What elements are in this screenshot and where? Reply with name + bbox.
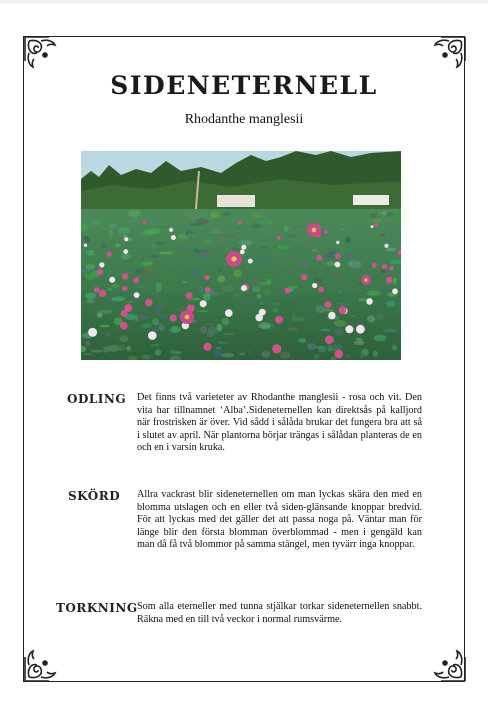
flower-field-photo — [81, 151, 401, 360]
corner-ornament-top-right — [427, 35, 467, 75]
section-heading-skord: SKÖRD — [68, 489, 121, 503]
page-title: SIDENETERNELL — [110, 71, 378, 100]
section-heading-torkning: TORKNING — [56, 601, 138, 615]
section-text-skord: Allra vackrast blir sideneternellen om man lyckas skära den med en blomma utslagen och en eller två siden-glänsande knoppar bredvid. För att lyckas med det gäller det att passa noga på. Väntar man för länge blir den första blomman överblommad - men i gengäld kan man då få två blommor på samma stängel, men tyvärr inga knoppar. — [137, 489, 422, 551]
corner-ornament-top-left — [23, 35, 63, 75]
page-subtitle: Rhodanthe manglesii — [184, 112, 304, 127]
section-text-torkning: Som alla eterneller med tunna stjälkar torkar sideneternellen snabbt. Räkna med en till två veckor i normal rumsvärme. — [137, 601, 422, 625]
section-heading-odling: ODLING — [67, 392, 127, 406]
corner-ornament-bottom-left — [23, 643, 63, 683]
corner-ornament-bottom-right — [427, 643, 467, 683]
section-text-odling: Det finns två varieteter av Rhodanthe manglesii - rosa och vit. Den vita har tillnamnet ‘Alba’.Sideneternellen kan direktsås på kalljord när frostrisken är över. Vid sådd i sålåda brukar det fungera bra att så i slutet av april. När plantorna börjar trängas i sålådan planteras de en och en i varsin kruka. — [137, 392, 422, 454]
